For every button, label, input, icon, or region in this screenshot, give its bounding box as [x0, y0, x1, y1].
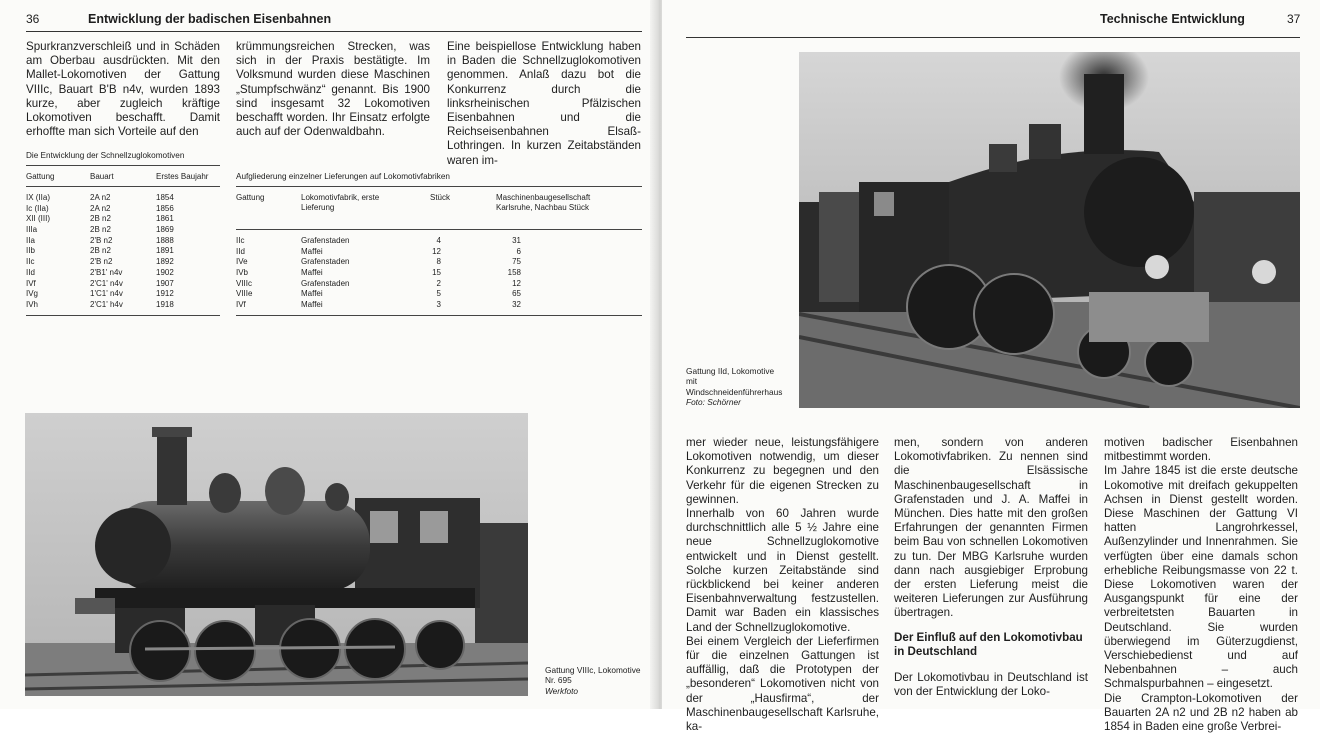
table-cell: IId	[236, 246, 245, 256]
table-cell: IVg	[26, 289, 39, 299]
paragraph: Eine beispiellose Entwicklung haben in Baden die Schnellzuglokomotiven genommen. Anlaß dazu bot die Konkurrenz durch die linksrheinischen Pfälzischen Eisenbahnen und die Reichseisenbahnen Elsaß-Lothringen. In kurzen Zeitabständen waren im-	[447, 40, 641, 167]
table-header: Maschinenbaugesellschaft Karlsruhe, Nachbau Stück	[496, 193, 591, 212]
table-cell: 1861	[156, 214, 174, 224]
table-cell: IVb	[236, 268, 249, 278]
table-cell: IVf	[236, 300, 246, 310]
table-row	[236, 247, 521, 258]
table-header: Gattung	[236, 193, 265, 202]
table-row	[236, 279, 521, 290]
table-caption: Aufgliederung einzelner Lieferungen auf Lokomotivfabriken	[236, 172, 450, 181]
table-cell: Grafenstaden	[301, 257, 350, 267]
photo-iid-locomotive	[799, 52, 1300, 408]
paragraph: mer wieder neue, leistungsfähigere Lokomotiven notwendig, um dieser Konkurrenz zu begegnen und den Verkehr für die eigenen Strecken zu gewinnen.	[686, 436, 879, 506]
table-cell: IIIa	[26, 225, 38, 235]
page-number-right: 37	[1287, 12, 1301, 26]
running-title-right: Technische Entwicklung	[1100, 12, 1245, 26]
text-column-1	[26, 40, 220, 139]
table-cell: 12	[512, 278, 521, 288]
table-header: Bauart	[90, 172, 114, 181]
table-body	[26, 193, 216, 311]
right-page	[662, 0, 1320, 734]
table-rule	[26, 165, 220, 166]
running-title-left: Entwicklung der badischen Eisenbahnen	[88, 12, 332, 26]
table-row	[26, 214, 216, 225]
table-row	[236, 300, 521, 311]
table-rule	[236, 229, 642, 230]
table-rule	[236, 186, 642, 187]
table-cell: 2B n2	[90, 225, 111, 235]
table-cell: 65	[512, 289, 521, 299]
paragraph: Im Jahre 1845 ist die erste deutsche Lokomotive mit dreifach gekuppelten Achsen in Dienst gestellt worden. Diese Maschinen der Gattung VI hatten Langrohrkessel, Außenzylinder und Innenrahmen. Sie verfügten über eine damals schon erhebliche Reibungsmasse von 22 t. Diese Lokomotiven waren der Ausgangspunkt für eine der verbreitetsten Bauarten in Deutschland. Sie wurden überwiegend im Güterzugdienst, Verschiebedienst und auf Nebenbahnen – auch Schmalspurbahnen – eingesetzt.	[1104, 464, 1298, 691]
table-row	[236, 289, 521, 300]
locomotive-image	[799, 52, 1300, 408]
table-row	[236, 268, 521, 279]
table-cell: 1907	[156, 278, 174, 288]
table-cell: Maffei	[301, 300, 323, 310]
table-cell: IVe	[236, 257, 248, 267]
table-header: Lokomotivfabrik, erste Lieferung	[301, 193, 380, 212]
table-cell: 5	[436, 289, 441, 299]
section-heading: Der Einfluß auf den Lokomotivbau in Deutschland	[894, 630, 1083, 658]
paragraph: Der Lokomotivbau in Deutschland ist von der Entwicklung der Loko-	[894, 671, 1088, 699]
caption-credit: Werkfoto	[545, 685, 579, 696]
text-column-3	[447, 40, 641, 168]
paragraph: Spurkranzverschleiß und in Schäden am Oberbau ausdrückten. Mit den Mallet-Lokomotiven der Gattung VIIIc, Bauart B'B n4v, wurden 1893 kurze, aber zugleich kräftige Lokomotiven beschafft. Damit erhoffte man sich Vorteile auf den	[26, 40, 220, 139]
photo-caption	[686, 366, 786, 408]
table-cell: 2'C1' n4v	[90, 278, 123, 288]
table-row	[26, 193, 216, 204]
table-cell: 8	[436, 257, 441, 267]
table-cell: 2A n2	[90, 193, 111, 202]
table-cell: IId	[26, 267, 35, 277]
table-cell: Maffei	[301, 289, 323, 299]
table-cell: Ic (IIa)	[26, 203, 49, 213]
table-row	[26, 236, 216, 247]
table-row	[26, 204, 216, 215]
table-cell: Maffei	[301, 268, 323, 278]
table-cell: 1869	[156, 225, 174, 235]
table-cell: 31	[512, 236, 521, 245]
table-cell: IIc	[236, 236, 245, 245]
table-cell: IIa	[26, 235, 35, 245]
paragraph: motiven badischer Eisenbahnen mitbestimmt worden.	[1104, 436, 1298, 464]
text-column-2	[894, 436, 1088, 699]
table-rule	[236, 315, 642, 316]
table-cell: 1856	[156, 203, 174, 213]
table-cell: 2B n2	[90, 214, 111, 224]
page-number-left: 36	[26, 12, 40, 26]
table-cell: 158	[507, 268, 521, 278]
locomotive-image	[25, 413, 528, 696]
table-cell: IX (IIa)	[26, 193, 51, 202]
paragraph: krümmungsreichen Strecken, was sich in der Praxis bestätigte. Im Volksmund wurden diese Maschinen „Stumpfschwänz“ genannt. Bis 1900 sind insgesamt 32 Lokomotiven beschafft worden. Ihr Einsatz erfolgte auch auf der Odenwaldbahn.	[236, 40, 430, 139]
table-body	[236, 236, 521, 311]
table-cell: VIIIc	[236, 278, 253, 288]
table-cell: 75	[512, 257, 521, 267]
table-caption: Die Entwicklung der Schnellzuglokomotiven	[26, 151, 185, 160]
paragraph: Die Crampton-Lokomotiven der Bauarten 2A n2 und 2B n2 haben ab 1854 in Baden eine große Verbrei-	[1104, 691, 1298, 734]
table-cell: IVf	[26, 278, 36, 288]
table-row	[26, 246, 216, 257]
photo-mallet-locomotive	[25, 413, 528, 696]
text-column-3	[1104, 436, 1298, 734]
header-rule-right	[686, 37, 1300, 38]
paragraph: men, sondern von anderen Lokomotivfabriken. Zu nennen sind die Elsässische Maschinenbaugesellschaft in Grafenstaden und J. A. Maffei in München. Dies hatte mit den großen Erfahrungen der genannten Firmen beim Bau von schnellen Lokomotiven zu tun. Der MBG Karlsruhe wurden dann nach ausgiebiger Erprobung der ersten Lieferung meist die weiteren Lieferungen zur Ausführung übertragen.	[894, 436, 1088, 620]
paragraph: Innerhalb von 60 Jahren wurde durchschnittlich alle 5 ½ Jahre eine neue Schnellzuglokomotive entwickelt und in Dienst gestellt. Solche kurzen Zeitabstände sind rückblickend bei keiner anderen Eisenbahnverwaltung festzustellen. Damit war Baden ein klassisches Land der Schnellzuglokomotive.	[686, 507, 879, 634]
table-row	[26, 257, 216, 268]
table-cell: IIb	[26, 246, 35, 256]
table-cell: 1912	[156, 289, 174, 299]
table-cell: 2'B1' n4v	[90, 267, 123, 277]
table-cell: 2A n2	[90, 203, 111, 213]
table-header: Gattung	[26, 172, 55, 181]
table-row	[26, 289, 216, 300]
table-header: Erstes Baujahr	[156, 172, 209, 181]
caption-text: Gattung VIIIc, Lokomotive Nr. 695	[545, 665, 641, 686]
table-row	[26, 279, 216, 290]
table-row	[26, 225, 216, 236]
table-cell: Grafenstaden	[301, 278, 350, 288]
table-cell: IVh	[26, 299, 39, 309]
table-cell: 2B n2	[90, 246, 111, 256]
table-cell: 1892	[156, 257, 174, 267]
table-cell: 1918	[156, 299, 174, 309]
table-cell: Grafenstaden	[301, 236, 350, 245]
table-cell: 2'B n2	[90, 235, 113, 245]
table-cell: 1891	[156, 246, 174, 256]
text-column-1	[686, 436, 879, 734]
table-cell: 2'C1' h4v	[90, 299, 123, 309]
table-cell: VIIIe	[236, 289, 253, 299]
header-rule-left	[26, 31, 642, 32]
table-row	[236, 236, 521, 247]
photo-caption	[545, 665, 645, 696]
table-cell: 15	[432, 268, 441, 278]
table-cell: 1888	[156, 235, 174, 245]
caption-credit: Foto: Schörner	[686, 397, 741, 408]
table-cell: 6	[516, 246, 521, 256]
table-cell: XII (III)	[26, 214, 50, 224]
table-cell: 32	[512, 300, 521, 310]
left-page	[0, 0, 656, 709]
table-cell: IIc	[26, 257, 35, 267]
table-row	[26, 300, 216, 311]
table-cell: Maffei	[301, 246, 323, 256]
table-cell: 1854	[156, 193, 174, 202]
table-cell: 12	[432, 246, 441, 256]
text-column-2	[236, 40, 430, 139]
table-row	[236, 257, 521, 268]
table-rule	[26, 315, 220, 316]
table-row	[26, 268, 216, 279]
table-cell: 2	[436, 278, 441, 288]
table-cell: 3	[436, 300, 441, 310]
caption-text: Gattung IId, Lokomotive mit Windschneidenführerhaus	[686, 366, 783, 397]
table-cell: 4	[436, 236, 441, 245]
table-cell: 1902	[156, 267, 174, 277]
table-cell: 2'B n2	[90, 257, 113, 267]
table-cell: 1'C1' n4v	[90, 289, 123, 299]
table-rule	[26, 186, 220, 187]
paragraph: Bei einem Vergleich der Lieferfirmen für die einzelnen Gattungen ist auffällig, daß die Prototypen der „besonderen“ Lokomotiven nicht von der „Hausfirma“, der Maschinenbaugesellschaft Karlsruhe, ka-	[686, 634, 879, 734]
table-header: Stück	[430, 193, 451, 202]
